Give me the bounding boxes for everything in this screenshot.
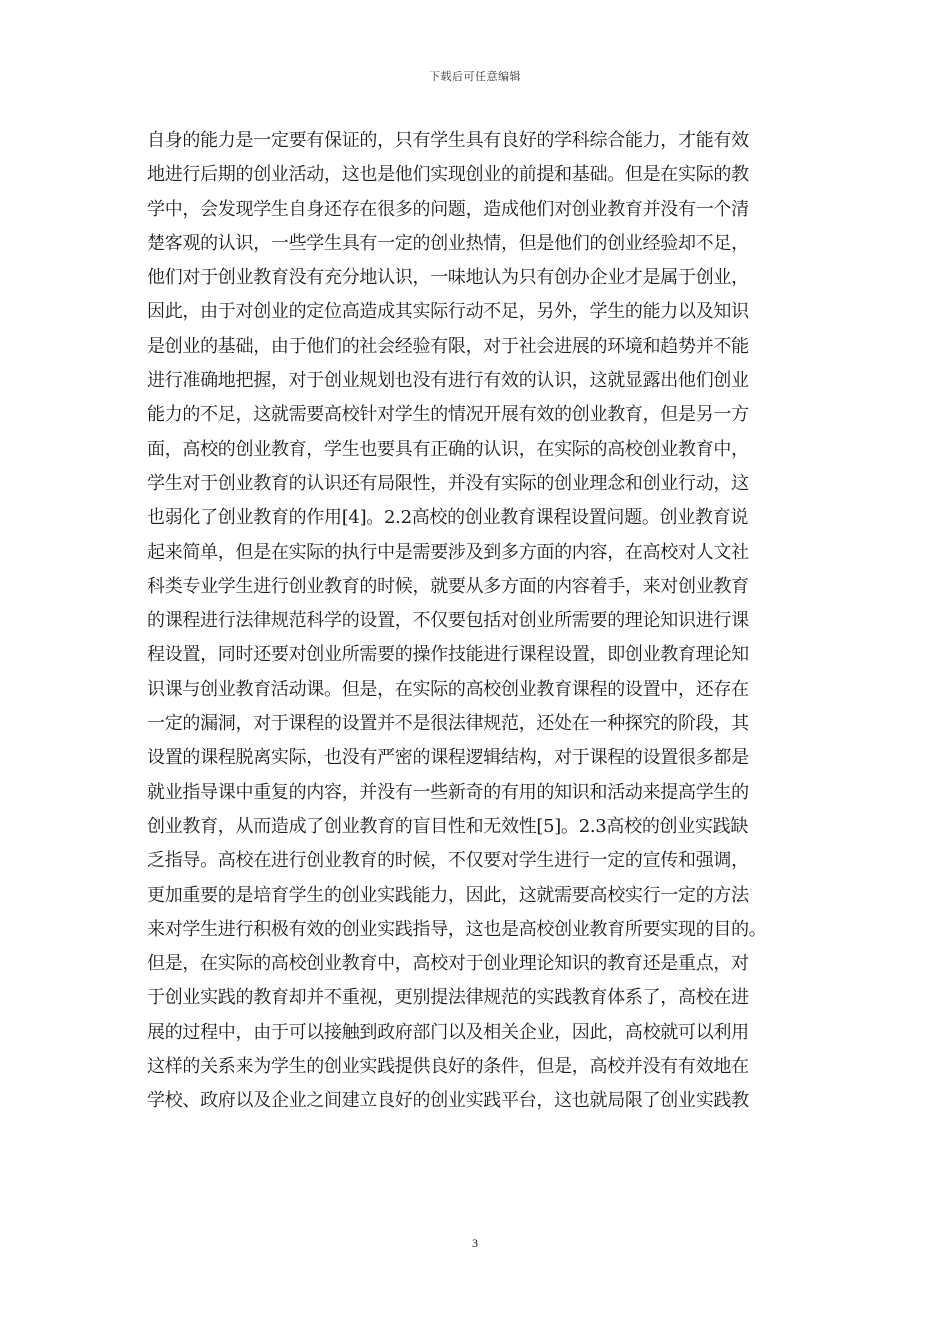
text-line: 乏指导。高校在进行创业教育的时候，不仅要对学生进行一定的宣传和强调， (147, 850, 749, 872)
text-line: 进行准确地把握，对于创业规划也没有进行有效的认识，这就显露出他们创业 (147, 370, 749, 392)
text-line: 程设置，同时还要对创业所需要的操作技能进行课程设置，即创业教育理论知 (147, 644, 749, 666)
page-number: 3 (472, 1236, 478, 1250)
text-line: 学生对于创业教育的认识还有局限性，并没有实际的创业理念和创业行动，这 (147, 472, 749, 494)
text-line: 来对学生进行积极有效的创业实践指导，这也是高校创业教育所要实现的目的。 (147, 918, 767, 940)
text-line: 是创业的基础，由于他们的社会经验有限，对于社会进展的环境和趋势并不能 (147, 335, 749, 357)
text-line: 设置的课程脱离实际，也没有严密的课程逻辑结构，对于课程的设置很多都是 (147, 747, 749, 769)
text-line: 于创业实践的教育却并不重视，更别提法律规范的实践教育体系了，高校在进 (147, 987, 749, 1009)
text-line: 学校、政府以及企业之间建立良好的创业实践平台，这也就局限了创业实践教 (147, 1090, 749, 1112)
text-line: 面，高校的创业教育，学生也要具有正确的认识，在实际的高校创业教育中， (147, 438, 749, 460)
text-line: 展的过程中，由于可以接触到政府部门以及相关企业，因此，高校就可以利用 (147, 1021, 749, 1043)
text-line: 因此，由于对创业的定位高造成其实际行动不足，另外，学生的能力以及知识 (147, 301, 749, 323)
text-line: 这样的关系来为学生的创业实践提供良好的条件，但是，高校并没有有效地在 (147, 1056, 749, 1078)
text-line: 科类专业学生进行创业教育的时候，就要从多方面的内容着手，来对创业教育 (147, 575, 749, 597)
text-line: 他们对于创业教育没有充分地认识，一味地认为只有创办企业才是属于创业， (147, 267, 749, 289)
text-line: 的课程进行法律规范科学的设置，不仅要包括对创业所需要的理论知识进行课 (147, 610, 749, 632)
text-line: 创业教育，从而造成了创业教育的盲目性和无效性[5]。2.3高校的创业实践缺 (147, 815, 749, 837)
body-text (147, 124, 807, 1119)
text-line: 自身的能力是一定要有保证的，只有学生具有良好的学科综合能力，才能有效 (147, 130, 749, 151)
text-line: 就业指导课中重复的内容，并没有一些新奇的有用的知识和活动来提高学生的 (147, 781, 749, 803)
text-line: 也弱化了创业教育的作用[4]。2.2高校的创业教育课程设置问题。创业教育说 (147, 507, 749, 529)
text-line: 能力的不足，这就需要高校针对学生的情况开展有效的创业教育，但是另一方 (147, 404, 749, 426)
text-line: 一定的漏洞，对于课程的设置并不是很法律规范，还处在一种探究的阶段，其 (147, 713, 749, 735)
text-line: 起来简单，但是在实际的执行中是需要涉及到多方面的内容，在高校对人文社 (147, 541, 749, 563)
text-line: 更加重要的是培育学生的创业实践能力，因此，这就需要高校实行一定的方法 (147, 884, 749, 906)
text-line: 楚客观的认识，一些学生具有一定的创业热情，但是他们的创业经验却不足， (147, 232, 749, 254)
text-line: 地进行后期的创业活动，这也是他们实现创业的前提和基础。但是在实际的教 (147, 164, 749, 186)
text-line: 学中，会发现学生自身还存在很多的问题，造成他们对创业教育并没有一个清 (147, 198, 749, 220)
text-line: 识课与创业教育活动课。但是，在实际的高校创业教育课程的设置中，还存在 (147, 678, 749, 700)
text-line: 但是，在实际的高校创业教育中，高校对于创业理论知识的教育还是重点，对 (147, 953, 749, 975)
page-header: 下载后可任意编辑 (429, 70, 521, 83)
